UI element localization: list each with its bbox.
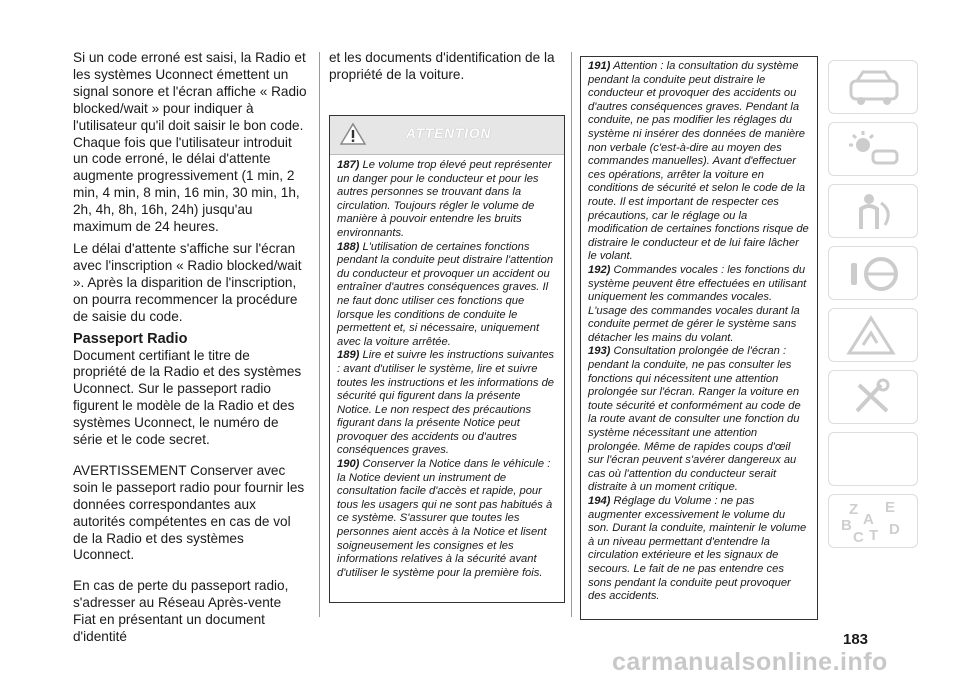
warning-road-icon <box>845 315 903 357</box>
note-item: 188) L'utilisation de certaines fonctions pendant la conduite peut distraire l'attention du conducteur et provoquer un accident ou entraîner d'autres conséquences graves. Il ne faut donc utiliser ces fonctions que lorsque les conditions de conduite le permettent et, si nécessaire, uniquement avec la voiture arrêtée. <box>337 240 554 348</box>
tab-dashboard[interactable] <box>828 60 918 114</box>
index-letter: B <box>841 517 852 534</box>
section-heading-passeport: Passeport Radio <box>73 330 188 347</box>
attention-header <box>330 116 564 155</box>
paragraph-perte: En cas de perte du passeport radio, s'adresser au Réseau Après-vente Fiat en présentant un document d'identité <box>73 578 289 645</box>
attention-title: ATTENTION <box>406 126 492 141</box>
left-column <box>73 50 307 651</box>
paragraph-passeport: Document certifiant le titre de propriété de la Radio et des systèmes Uconnect. Sur le passeport radio figurent le modèle de la Radio et des systèmes Uconnect, le numéro de série et le code secret. <box>73 347 302 448</box>
note-item: 189) Lire et suivre les instructions suivantes : avant d'utiliser le système, lire et suivre toutes les instructions et les informations de sécurité qui figurent dans la présente Notice. Le non respect des précautions figurant dans la présente Notice peut provoquer des accidents ou d'autres conséquences graves. <box>337 349 555 457</box>
notes-box-right <box>580 56 818 620</box>
right-notes <box>581 57 817 604</box>
index-letter: D <box>889 521 900 538</box>
attention-box <box>329 115 565 603</box>
steering-wheel-icon <box>845 253 903 295</box>
paragraph-code-error: Si un code erroné est saisi, la Radio et les systèmes Uconnect émettent un signal sonore et l'écran affiche « Radio blocked/wait » pour indiquer à l'utilisateur qu'il doit saisir le bon code. Chaque fois que l'utilisateur introduit un code erroné, le délai d'attente augmente progressivement (1 min, 2 min, 4 min, 8 min, 16 min, 30 min, 1h, 2h, 4h, 8h, 16h, 24h) jusqu'au maximum de 24 heures. <box>73 50 307 235</box>
car-dashboard-icon <box>845 67 903 109</box>
paragraph-avertissement: AVERTISSEMENT Conserver avec soin le passeport radio pour fournir les données correspondantes aux autorités compétentes en cas de vol de la Radio et des systèmes Uconnect. <box>73 462 305 563</box>
middle-column-intro: et les documents d'identification de la propriété de la voiture. <box>329 50 555 82</box>
sun-lights-icon <box>845 129 903 171</box>
index-letter: E <box>885 499 896 516</box>
index-letter: Z <box>849 501 859 518</box>
tab-driving[interactable] <box>828 246 918 300</box>
note-item: 191) Attention : la consultation du système pendant la conduite peut distraire le conducteur et provoquer des accidents ou d'autres conséquences graves. Pendant la conduite, ne pas modifier les réglages du système ni insérer des données de manière non verbale (c'est-à-dire au moyen des commandes manuelles). Avant d'effectuer ces opérations, arrêter la voiture en conditions de sécurité et selon le code de la route. Il est important de respecter ces précautions, car le réglage ou la modification de certaines fonctions risque de distraire le conducteur et de lui faire lâcher le volant. <box>588 60 809 263</box>
chapter-tabs <box>828 60 918 556</box>
attention-notes <box>330 155 564 580</box>
note-item: 187) Le volume trop élevé peut représenter un danger pour le conducteur et pour les autres personnes se trouvant dans la circulation. Toujours régler le volume de manière à pouvoir entendre les bruits environnants. <box>337 159 552 239</box>
column-divider <box>571 52 572 617</box>
tab-safety[interactable] <box>828 184 918 238</box>
index-letter: T <box>869 527 879 544</box>
tab-emergency[interactable] <box>828 308 918 362</box>
note-item: 192) Commandes vocales : les fonctions du système peuvent être effectuées en utilisant uniquement les commandes vocales. L'usage des commandes vocales durant la conduite permet de gérer le système sans détacher les mains du volant. <box>588 263 807 344</box>
paragraph-wait-display: Le délai d'attente s'affiche sur l'écran avec l'inscription « Radio blocked/wait ». Après la disparition de l'inscription, on pourra recommencer la procédure de saisie du code. <box>73 240 302 324</box>
tab-multimedia[interactable] <box>828 432 918 486</box>
warning-triangle-icon <box>340 122 366 146</box>
note-item: 194) Réglage du Volume : ne pas augmenter excessivement le volume du son. Durant la conduite, maintenir le volume à un niveau permettant d'entendre la circulation extérieure et les signaux de secours. Le fait de ne pas entendre ces sons pendant la conduite peut provoquer des accidents. <box>588 495 807 603</box>
index-letter: C <box>853 529 864 546</box>
watermark: carmanualsonline.info <box>612 648 888 676</box>
column-divider <box>319 52 320 617</box>
index-letter: A <box>863 511 874 528</box>
note-item: 190) Conserver la Notice dans le véhicule : la Notice devient un instrument de consultation facile d'accès et rapide, pour tous les usagers qui ne sont pas habitués à ce système. S'assurer que toutes les personnes aient accès à la Notice et lisent soigneusement les consignes et les informations relatives à la sécurité avant d'utiliser le système pour la première fois. <box>337 458 553 579</box>
tab-index[interactable] <box>828 494 918 548</box>
tools-icon <box>845 377 903 419</box>
tab-lights[interactable] <box>828 122 918 176</box>
multimedia-icon <box>845 439 903 481</box>
page-number: 183 <box>843 631 869 648</box>
note-item: 193) Consultation prolongée de l'écran : pendant la conduite, ne pas consulter les fonctions qui nécessitent une attention prolongée sur l'écran. Ranger la voiture en toute sécurité et conformément au code de la route avant de consulter une fonction du système nécessitant une attention prolongée. Même de rapides coups d'œil sur l'écran peuvent s'avérer dangereux au cas où l'attention du conducteur serait distraite à un moment critique. <box>588 345 801 494</box>
airbag-safety-icon <box>845 191 903 233</box>
tab-maintenance[interactable] <box>828 370 918 424</box>
